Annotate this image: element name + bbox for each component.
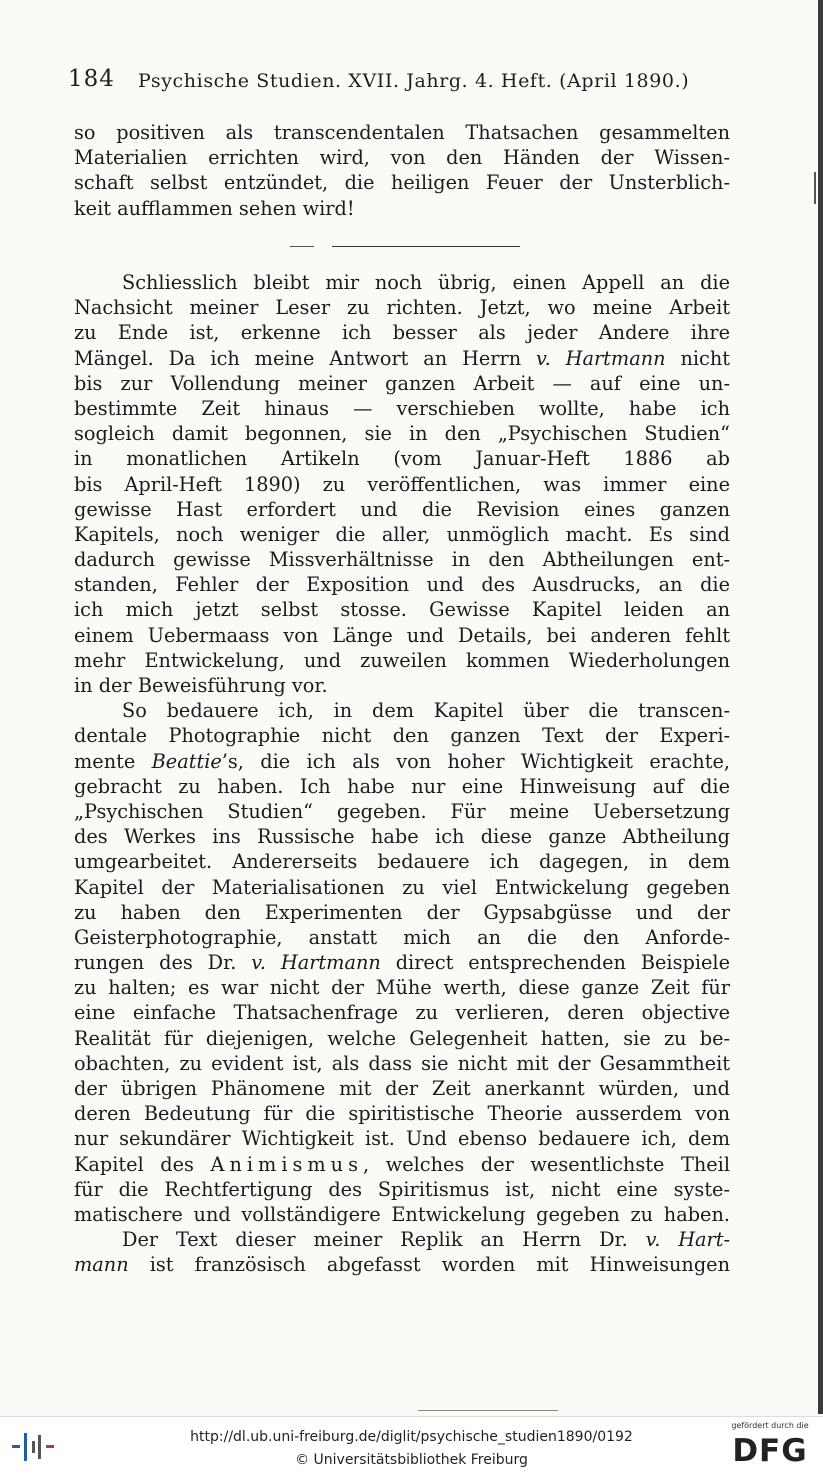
text-line: keit aufflammen sehen wird! [74,196,355,220]
page-number: 184 [68,66,115,92]
text-line [74,1252,730,1277]
text-line: gewisse Hast erfordert und die Revision eines ganzen [74,497,730,521]
text-line: der übrigen Phänomene mit der Zeit anerkannt würden, und [74,1077,730,1100]
permalink-url[interactable]: http://dl.ub.uni-freiburg.de/diglit/psychische_studien1890/0192 [190,1429,633,1445]
text-line [74,1152,730,1177]
text-line: einem Uebermaass von Länge und Details, bei anderen fehlt [74,623,730,647]
text-line: „Psychischen Studien“ gegeben. Für meine Uebersetzung [74,799,730,823]
viewer-footer [0,1416,823,1474]
text-line: umgearbeitet. Andererseits bedauere ich dagegen, in dem [74,850,730,874]
section-separator-short [290,246,314,247]
text-run: Mängel. Da ich meine Antwort an Herrn [74,346,537,370]
text-line: in der Beweisführung vor. [74,674,328,697]
text-run: Kapitel des [74,1152,211,1176]
spaced-emphasis: Animismus [210,1152,363,1176]
italic-name: v. Hartmann [536,346,666,370]
text-line: eine einfache Thatsachenfrage zu verlieren, deren objective [74,1001,730,1025]
text-run: ist französisch abgefasst worden mit Hinweisungen [128,1253,730,1277]
text-line [74,1227,730,1252]
text-line: des Werkes ins Russische habe ich diese ganze Abtheilung [74,825,730,849]
text-line: schaft selbst entzündet, die heiligen Feuer der Unsterblich- [74,171,730,195]
text-line: zu halten; es war nicht der Mühe werth, diese ganze Zeit für [74,976,730,1000]
text-line: standen, Fehler der Exposition und des Ausdrucks, an die [74,573,730,597]
text-line: deren Bedeutung für die spiritistische Theorie ausserdem von [74,1102,730,1126]
dfg-logo-block [727,1421,813,1473]
text-line: Geisterphotographie, anstatt mich an die den Anforde- [74,925,730,949]
text-line: mehr Entwickelung, und zuweilen kommen Wiederholungen [74,648,730,672]
text-line: Kapitels, noch weniger die aller, unmöglich macht. Es sind [74,522,730,546]
text-line [74,950,730,975]
text-run: Der Text dieser meiner Replik an Herrn Dr. [122,1228,646,1252]
footer-rule [418,1410,558,1411]
text-line: obachten, zu evident ist, als dass sie nicht mit der Gesammtheit [74,1051,730,1075]
text-run: , welches der wesentlichste Theil [362,1152,730,1176]
italic-name: v. Hartmann [251,951,381,975]
text-line: Realität für diejenigen, welche Gelegenheit hatten, sie zu be- [74,1026,730,1050]
page-edge-shadow [818,0,823,1414]
text-line: Materialien errichten wird, von den Händen der Wissen- [74,146,730,170]
text-line: ich mich jetzt selbst stosse. Gewisse Kapitel leiden an [74,598,730,622]
text-line: nur sekundärer Wichtigkeit ist. Und ebenso bedauere ich, dem [74,1127,730,1151]
text-line: bestimmte Zeit hinaus — verschieben wollte, habe ich [74,396,730,420]
italic-name: Beattie [151,749,222,773]
text-line: bis April-Heft 1890) zu veröffentlichen, was immer eine [74,472,730,496]
text-line: gebracht zu haben. Ich habe nur eine Hinweisung auf die [74,774,730,798]
text-line: sogleich damit begonnen, sie in den „Psychischen Studien“ [74,422,730,446]
text-line: matischere und vollständigere Entwickelung gegeben zu haben. [74,1202,730,1226]
text-line: zu haben den Experimenten der Gypsabgüsse und der [74,900,730,924]
running-head-title: Psychische Studien. XVII. Jahrg. 4. Heft. (April 1890.) [138,70,690,92]
text-line: Kapitel der Materialisationen zu viel Entwickelung gegeben [74,875,730,899]
running-head [68,66,728,100]
text-line [74,749,730,774]
text-run: ’s, die ich als von hoher Wichtigkeit erachte, [221,749,730,773]
copyright-notice: © Universitätsbibliothek Freiburg [295,1452,528,1468]
text-run: rungen des Dr. [74,951,252,975]
text-line: bis zur Vollendung meiner ganzen Arbeit — auf eine un- [74,371,730,395]
italic-name: v. Hart- [645,1228,731,1252]
text-line: dentale Photographie nicht den ganzen Text der Experi- [74,724,730,748]
text-line: So bedauere ich, in dem Kapitel über die transcen- [122,699,730,723]
paragraph-continuation [74,120,730,221]
text-line [74,346,730,371]
dfg-logo: DFG [732,1433,808,1469]
dfg-caption: gefördert durch die [731,1421,809,1430]
text-line: so positiven als transcendentalen Thatsachen gesammelten [74,121,730,144]
text-run: direct entsprechenden Beispiele [380,951,730,975]
text-line: Nachsicht meiner Leser zu richten. Jetzt, wo meine Arbeit [74,296,730,320]
italic-name: mann [74,1253,129,1277]
text-line: zu Ende ist, erkenne ich besser als jeder Andere ihre [74,321,730,345]
text-run: mente [74,749,152,773]
main-text [74,270,730,1278]
text-run: nicht [665,346,730,370]
text-line: für die Rechtfertigung des Spiritismus ist, nicht eine syste- [74,1177,730,1201]
section-separator-rule [332,246,520,247]
margin-mark [814,172,816,204]
text-line: in monatlichen Artikeln (vom Januar-Heft 1886 ab [74,447,730,471]
text-line: Schliesslich bleibt mir noch übrig, einen Appell an die [122,271,730,294]
text-line: dadurch gewisse Missverhältnisse in den Abtheilungen ent- [74,548,730,572]
